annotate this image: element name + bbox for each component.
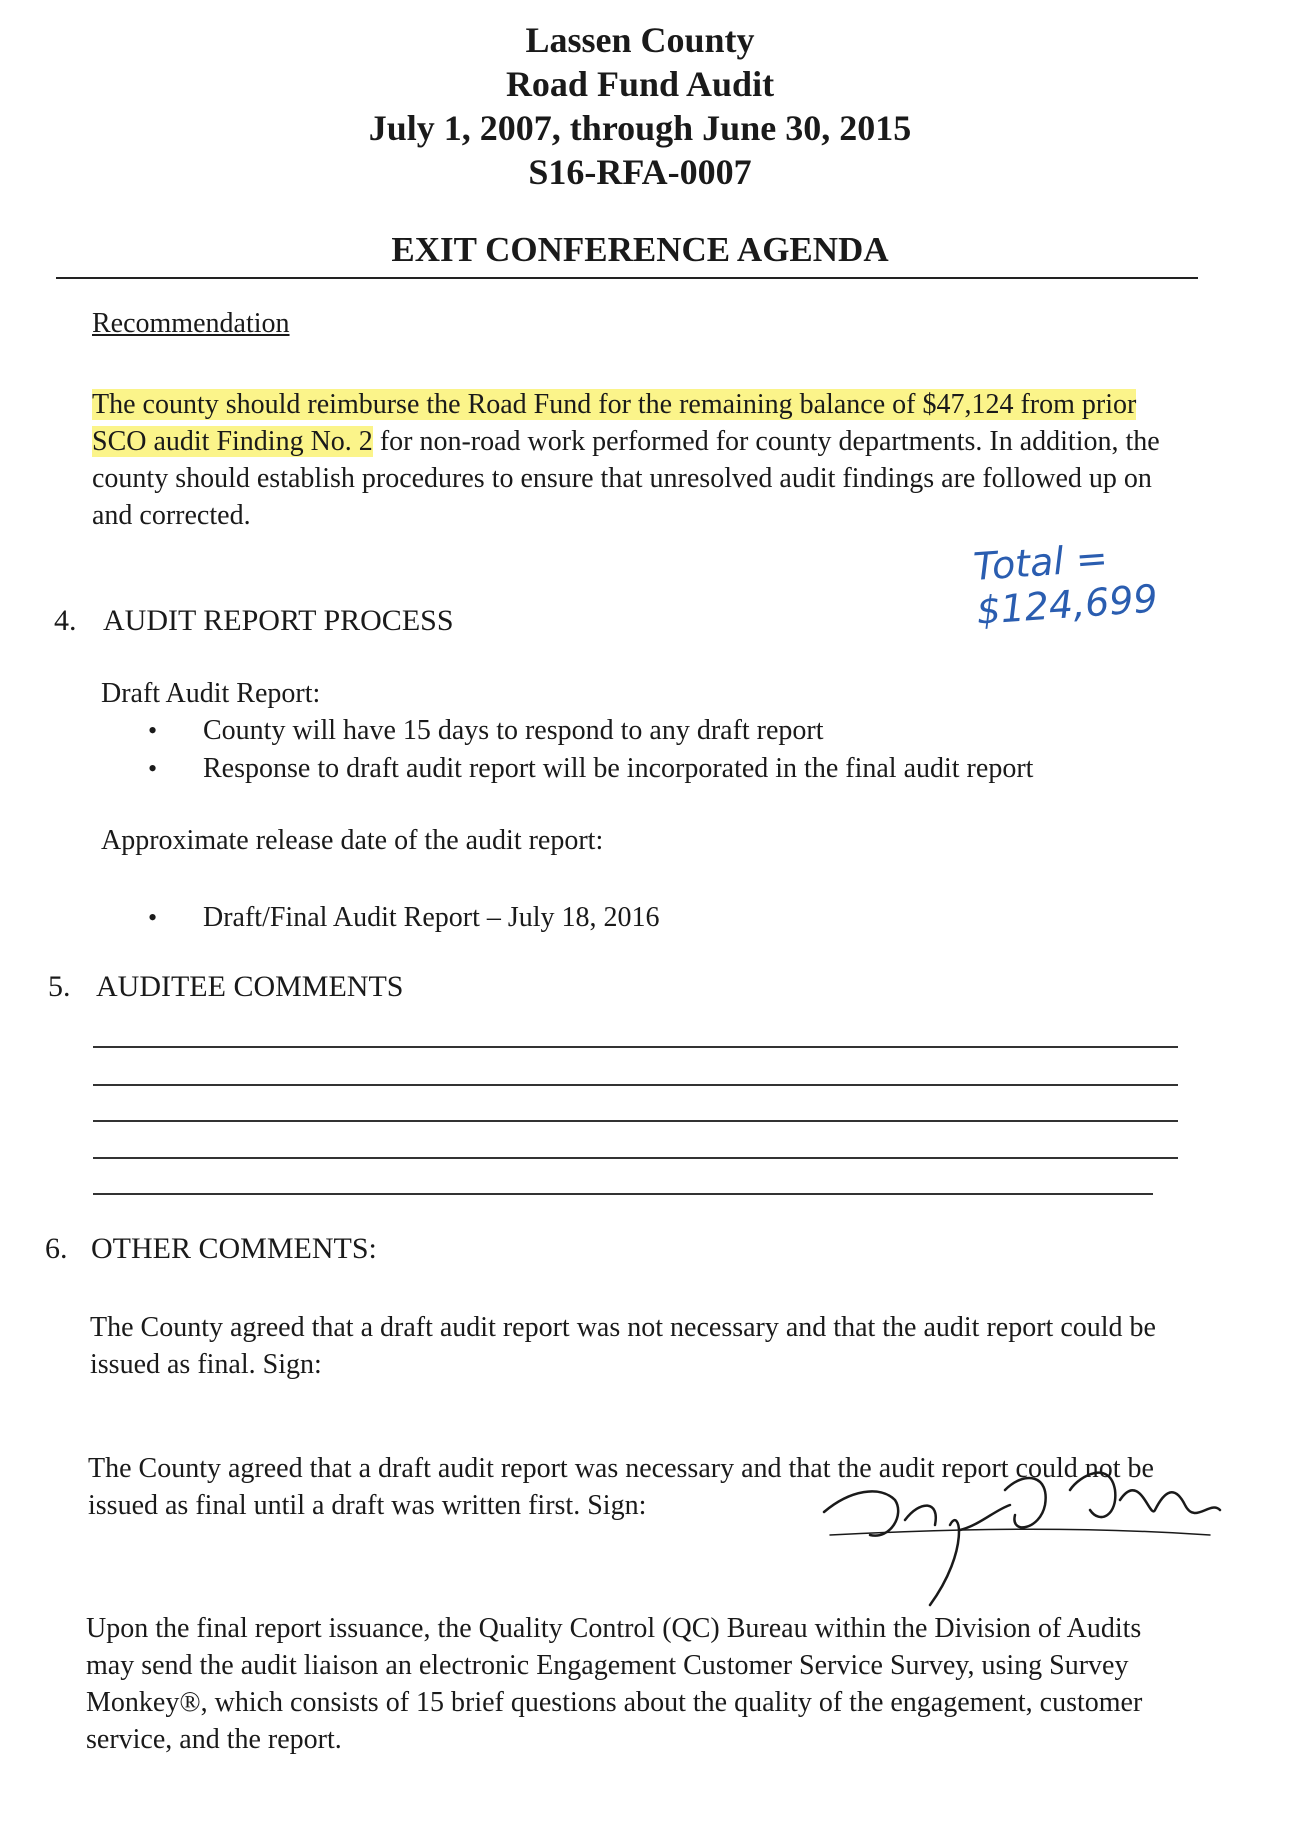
signature xyxy=(810,1430,1230,1610)
comment-line[interactable] xyxy=(93,1120,1178,1122)
recommendation-heading: Recommendation xyxy=(92,308,290,339)
bullet-item: • Draft/Final Audit Report – July 18, 2016 xyxy=(148,899,1148,937)
handwritten-total: Total = $124,699 xyxy=(971,535,1159,633)
section5-title: AUDITEE COMMENTS xyxy=(96,970,404,1003)
section6-title: OTHER COMMENTS: xyxy=(91,1232,377,1265)
document-header xyxy=(0,18,1280,194)
recommendation-rest: for non-road work performed for county departments. In addition, the county should establish procedures to ensure that unresolved audit findings are followed up on and corrected. xyxy=(92,426,1160,531)
release-date-label: Approximate release date of the audit report: xyxy=(101,825,604,856)
release-date-bullets xyxy=(148,899,1148,937)
comment-line[interactable] xyxy=(93,1193,1153,1195)
qc-survey-paragraph: Upon the final report issuance, the Quality Control (QC) Bureau within the Division of Audits may send the audit liaison an electronic Engagement Customer Service Survey, using Survey Monkey®, which consists of 15 brief questions about the quality of the engagement, customer service, and the report. xyxy=(86,1613,1143,1755)
section4-number: 4. xyxy=(54,604,77,637)
audit-number: S16-RFA-0007 xyxy=(528,152,752,192)
highlighted-text: The county should reimburse the Road Fund for the remaining balance of $47,124 from prior SCO audit Finding No. 2 xyxy=(92,389,1137,457)
audit-period: July 1, 2007, through June 30, 2015 xyxy=(368,108,912,148)
draft-report-label: Draft Audit Report: xyxy=(101,678,321,709)
bullet-item: • Response to draft audit report will be incorporated in the final audit report xyxy=(148,750,1148,788)
bullet-item: • County will have 15 days to respond to any draft report xyxy=(148,712,1148,750)
title-divider xyxy=(56,277,1198,279)
section4-title: AUDIT REPORT PROCESS xyxy=(103,604,454,637)
audit-title: Road Fund Audit xyxy=(505,64,775,104)
other-comment-no-draft: The County agreed that a draft audit report was not necessary and that the audit report could be issued as final. Sign: xyxy=(90,1312,1156,1380)
draft-report-bullets xyxy=(148,712,1148,788)
agenda-title: EXIT CONFERENCE AGENDA xyxy=(391,230,889,269)
comment-line[interactable] xyxy=(93,1084,1178,1086)
comment-line[interactable] xyxy=(93,1046,1178,1048)
section5-number: 5. xyxy=(48,970,71,1003)
comment-line[interactable] xyxy=(93,1157,1178,1159)
recommendation-text xyxy=(92,386,1172,534)
county-name: Lassen County xyxy=(525,20,755,60)
other-comment-draft-needed: The County agreed that a draft audit report was necessary and that the audit report could not be issued as final until a draft was written first. Sign: xyxy=(88,1453,1154,1521)
section6-number: 6. xyxy=(45,1232,68,1265)
